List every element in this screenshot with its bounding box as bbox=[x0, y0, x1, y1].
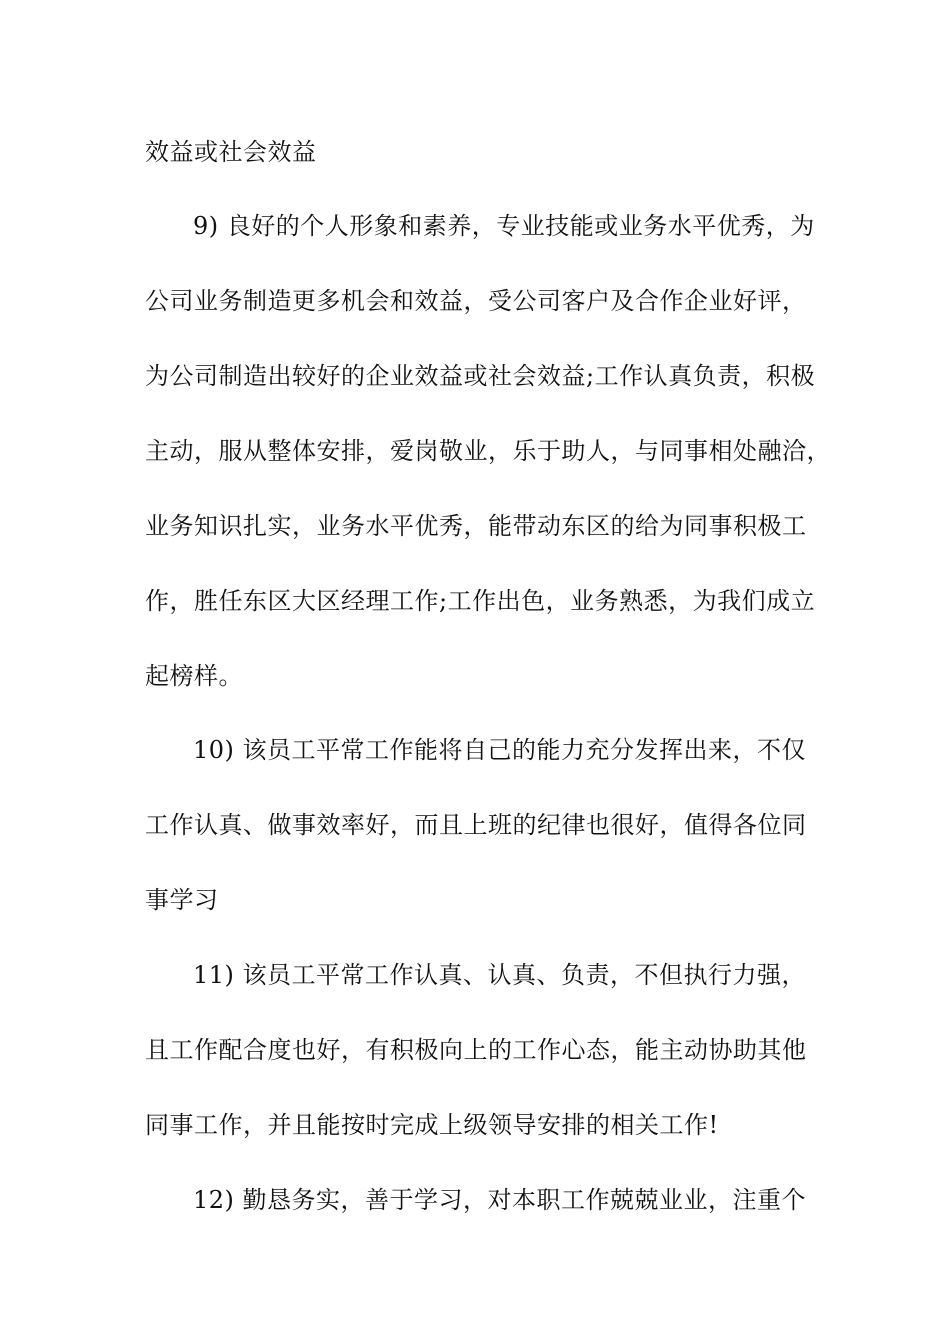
text-line: 业务知识扎实，业务水平优秀，能带动东区的给为同事积极工 bbox=[145, 512, 807, 540]
paragraph-11-start: 11) 该员工平常工作认真、认真、负责，不但执行力强， bbox=[193, 961, 807, 989]
text-line: 为公司制造出较好的企业效益或社会效益;工作认真负责，积极 bbox=[145, 362, 816, 390]
text-line: 同事工作，并且能按时完成上级领导安排的相关工作! bbox=[145, 1111, 719, 1139]
text-line: 公司业务制造更多机会和效益，受公司客户及合作企业好评， bbox=[145, 287, 807, 315]
paragraph-10-start: 10) 该员工平常工作能将自己的能力充分发挥出来，不仅 bbox=[193, 736, 807, 764]
text-line: 主动，服从整体安排，爱岗敬业，乐于助人，与同事相处融洽， bbox=[145, 437, 831, 465]
text-line: 工作认真、做事效率好，而且上班的纪律也很好，值得各位同 bbox=[145, 811, 807, 839]
paragraph-9-start: 9) 良好的个人形象和素养，专业技能或业务水平优秀，为 bbox=[193, 212, 815, 240]
text-line: 效益或社会效益 bbox=[145, 138, 317, 166]
paragraph-12-start: 12) 勤恳务实，善于学习，对本职工作兢兢业业，注重个 bbox=[193, 1186, 807, 1214]
text-line: 作，胜任东区大区经理工作;工作出色，业务熟悉，为我们成立 bbox=[145, 587, 816, 615]
text-line: 起榜样。 bbox=[145, 662, 243, 690]
text-line: 事学习 bbox=[145, 886, 219, 914]
text-line: 且工作配合度也好，有积极向上的工作心态，能主动协助其他 bbox=[145, 1036, 807, 1064]
